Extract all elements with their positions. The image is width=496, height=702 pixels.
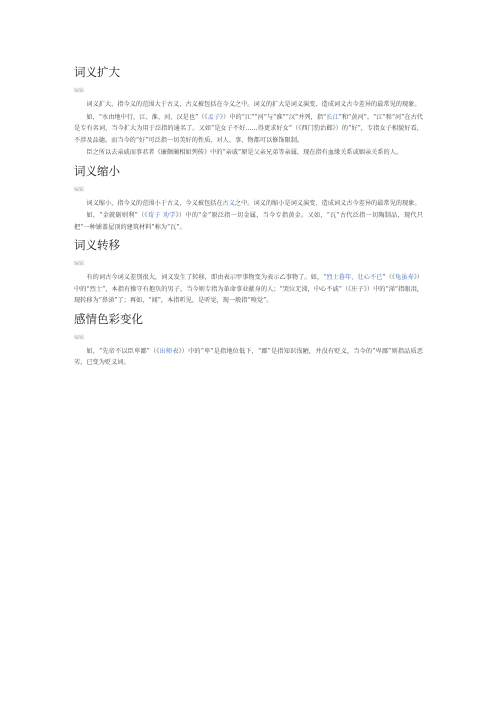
section-title: 词义转移: [74, 238, 120, 252]
inline-link[interactable]: 孟子: [207, 113, 221, 121]
inline-link[interactable]: 出师表: [159, 347, 179, 355]
edit-link[interactable]: 编辑: [74, 334, 85, 341]
section-title: 感情色彩变化: [74, 311, 143, 326]
inline-link[interactable]: 烈士暮年，壮心不已: [326, 274, 383, 281]
section-3: [74, 311, 423, 369]
section-0: [74, 64, 423, 159]
section-1: [74, 163, 423, 234]
inline-link[interactable]: 龟虽寿: [395, 274, 414, 281]
edit-link[interactable]: 编辑: [74, 261, 85, 267]
text-segment: 》）中的“烈士”，本指有操守有抱负的男子，当今则专指为革命事业献身的人；“哭泣无涕，中心不戚”（《庄子》）中的“涕”指眼泪，现转移为“鼻涕”了；再如，“闻”，本指听见，是听觉，现一般指“嗅觉”。: [74, 274, 424, 304]
paragraph: [74, 346, 423, 369]
section-title: 词义缩小: [74, 163, 120, 178]
text-segment: 词义缩小，指今义的范围小于古义，今义被包括在: [86, 199, 223, 207]
text-segment: 词义扩大，指今义的范围大于古义，古义被包括在今义之中。词义的扩大是词义演变、造成词义古今差异的最常见的现象。: [86, 101, 421, 108]
paragraph: [74, 210, 423, 233]
inline-link[interactable]: 荀子 劝学: [147, 212, 176, 219]
text-segment: 》）中的“江”“河”与“淮”“汉”并列，指“: [220, 113, 327, 121]
paragraph: [74, 272, 423, 307]
text-segment: ”和“黄河”。“江”和“河”在古代是专有名词，当今扩大为用于泛指的通名了。又如“是女子不好……得更求好女”（《西门豹治邺》）的“好”，专指女子相貌好看，不涉及品德。而当今的“好”可泛指一切美好的性质，对人、事、物都可以修饰限制。: [74, 113, 423, 144]
article-content: [74, 64, 423, 373]
inline-link[interactable]: 长江: [326, 113, 339, 121]
text-segment: 如，“先帝不以臣卑鄙”（《: [86, 347, 160, 355]
edit-link[interactable]: 编辑: [74, 186, 85, 193]
section-title: 词义扩大: [74, 65, 120, 79]
inline-link[interactable]: 古义: [222, 199, 235, 207]
text-segment: 》）中的“金”原泛指一切金属，当今专指黄金。又如，“瓦”古代泛指一切陶制品，现代只把“一种铺盖屋顶的建筑材料”称为“瓦”。: [74, 212, 424, 231]
paragraph: [74, 99, 423, 111]
paragraph: [74, 147, 423, 159]
paragraph: [74, 112, 423, 147]
text-segment: 有的词古今词义差别很大，词义发生了转移，即由表示甲事物变为表示乙事物了。如，“: [86, 274, 327, 281]
text-segment: 如，“水由地中行，江、淮、河、汉是也”（《: [86, 113, 208, 121]
text-segment: 之中。词义的缩小是词义演变、造成词义古今差异的最常见的现象。: [234, 199, 421, 207]
edit-link[interactable]: 编辑: [74, 88, 85, 94]
text-segment: ”（《: [382, 274, 395, 281]
text-segment: 臣之所以去亲戚而事君者《廉颇蔺相如列传》中的“亲戚”原是父亲兄弟等亲属，现在指有血缘关系或姻亲关系的人。: [86, 149, 403, 156]
section-2: [74, 237, 423, 307]
text-segment: 如，“金就砺则利”（《: [86, 212, 148, 219]
text-segment: 》）中的“卑”是指地位低下，“鄙”是指知识浅陋，并没有贬义，当今的“卑鄙”则指品质恶劣，已变为贬义词。: [74, 347, 423, 366]
paragraph: [74, 198, 423, 210]
